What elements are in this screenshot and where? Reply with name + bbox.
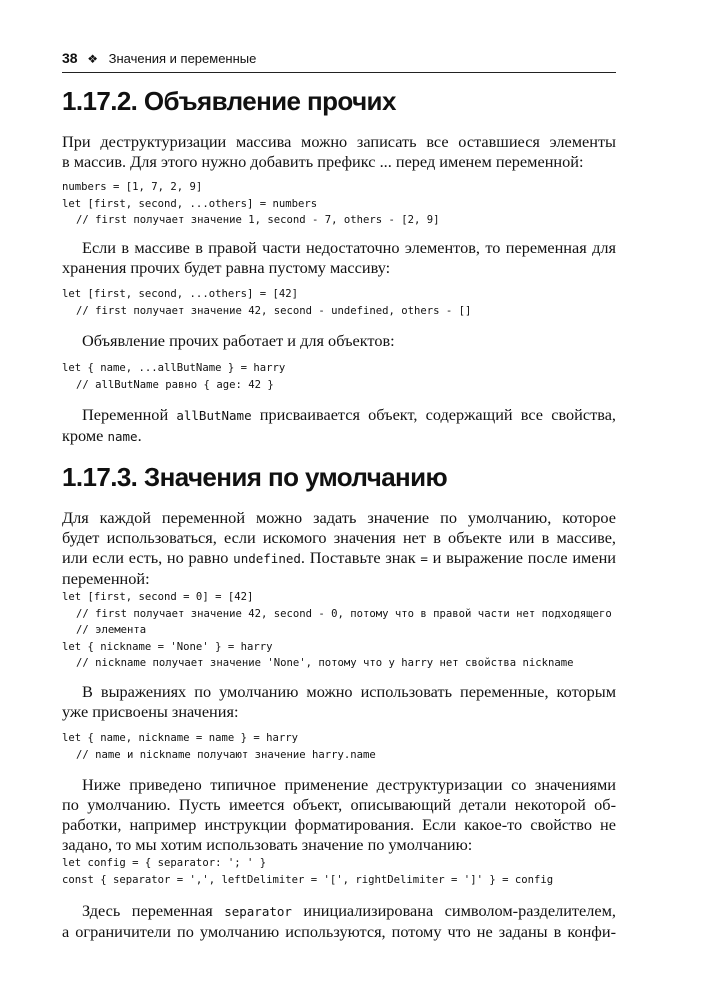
paragraph-defaults-vars bbox=[62, 682, 616, 722]
text-line: Для каждой переменной можно задать значение по умолчанию, которое bbox=[62, 508, 616, 527]
paragraph-array-rest bbox=[62, 132, 616, 172]
code-comment: // first получает значение 42, second - undefined, others - [] bbox=[76, 304, 472, 317]
text-fragment: . bbox=[137, 426, 142, 445]
text-line: В выражениях по умолчанию можно использовать переменные, которым bbox=[82, 682, 616, 701]
code-block-empty-rest bbox=[62, 286, 622, 319]
paragraph-object-rest bbox=[62, 331, 616, 351]
text-line bbox=[62, 405, 616, 426]
code-line: let { name, nickname = name } = harry bbox=[62, 732, 298, 744]
code-line: numbers = [1, 7, 2, 9] bbox=[62, 181, 203, 193]
code-block-array-rest bbox=[62, 179, 622, 229]
paragraph-separator bbox=[62, 901, 616, 942]
text-line: хранения прочих будет равна пустому массиву: bbox=[62, 258, 391, 277]
text-fragment: . Поставьте знак bbox=[300, 548, 421, 567]
text-line: Ниже приведено типичное применение деструктуризации со значениями bbox=[82, 775, 616, 794]
inline-code: name bbox=[107, 429, 138, 444]
code-line: const { separator = ',', leftDelimiter = '[', rightDelimiter = ']' } = config bbox=[62, 873, 554, 886]
paragraph-allbutname bbox=[62, 405, 616, 447]
inline-code: separator bbox=[224, 904, 292, 919]
code-block-defaults-vars bbox=[62, 730, 622, 763]
code-comment: // name и nickname получают значение harry.name bbox=[76, 748, 376, 761]
code-block-defaults bbox=[62, 589, 622, 672]
code-line: let config = { separator: '; ' } bbox=[62, 857, 267, 869]
ornament-icon: ❖ bbox=[87, 52, 98, 66]
text-fragment: кроме bbox=[62, 426, 108, 445]
code-comment: // allButName равно { age: 42 } bbox=[76, 378, 274, 391]
paragraph-empty-rest bbox=[62, 238, 616, 278]
inline-code: allButName bbox=[176, 408, 252, 423]
text-line: по умолчанию. Пусть имеется объект, описывающий детали некоторой об- bbox=[62, 795, 616, 814]
text-line: будет использоваться, если искомого значения нет в объекте или в массиве, bbox=[62, 528, 616, 547]
text-line bbox=[62, 426, 616, 447]
text-line bbox=[62, 901, 616, 922]
text-fragment: инициализирована символом-разделителем, bbox=[291, 901, 616, 920]
section-heading-defaults: 1.17.3. Значения по умолчанию bbox=[62, 462, 448, 492]
paragraph-typical-use bbox=[62, 775, 616, 855]
running-header bbox=[62, 50, 616, 73]
code-line: let { name, ...allButName } = harry bbox=[62, 362, 286, 374]
code-line: let { nickname = 'None' } = harry bbox=[62, 640, 273, 653]
text-line: задано, то мы хотим использовать значение по умолчанию: bbox=[62, 835, 473, 854]
text-line: а ограничители по умолчанию используются, потому что не заданы в конфи- bbox=[62, 922, 616, 941]
text-line: в массив. Для этого нужно добавить префикс ... перед именем переменной: bbox=[62, 152, 584, 171]
text-line: работки, например инструкции форматирования. Если какое-то свойство не bbox=[62, 815, 616, 834]
text-line bbox=[62, 548, 616, 569]
text-fragment: и выражение после имени bbox=[427, 548, 616, 567]
code-comment: // first получает значение 42, second - 0, потому что в правой части нет подходящего bbox=[76, 607, 612, 620]
code-comment: // first получает значение 1, second - 7, others - [2, 9] bbox=[76, 214, 440, 227]
page-number: 38 bbox=[62, 50, 78, 66]
code-block-object-rest bbox=[62, 360, 622, 393]
code-line: let [first, second, ...others] = [42] bbox=[62, 288, 298, 300]
paragraph-defaults-intro bbox=[62, 508, 616, 589]
text-fragment: Здесь переменная bbox=[82, 901, 225, 920]
code-block-config bbox=[62, 855, 622, 888]
running-title: Значения и переменные bbox=[108, 51, 257, 66]
code-line: let [first, second = 0] = [42] bbox=[62, 591, 254, 603]
text-fragment: присваивается объект, содержащий все свойства, bbox=[251, 405, 616, 424]
text-line: Объявление прочих работает и для объектов: bbox=[82, 331, 395, 350]
text-fragment: или если есть, но равно bbox=[62, 548, 234, 567]
text-line: При деструктуризации массива можно записать все оставшиеся элементы bbox=[62, 132, 616, 151]
code-line: let [first, second, ...others] = numbers bbox=[62, 197, 318, 210]
text-line: Если в массиве в правой части недостаточно элементов, то переменная для bbox=[82, 238, 616, 257]
text-fragment: Переменной bbox=[82, 405, 177, 424]
section-heading-rest: 1.17.2. Объявление прочих bbox=[62, 86, 396, 116]
inline-code: = bbox=[420, 551, 428, 566]
code-comment: // nickname получает значение 'None', потому что у harry нет свойства nickname bbox=[76, 657, 574, 670]
code-comment: // элемента bbox=[76, 624, 147, 637]
text-line: переменной: bbox=[62, 569, 150, 588]
text-line: уже присвоены значения: bbox=[62, 702, 239, 721]
inline-code: undefined bbox=[233, 551, 301, 566]
